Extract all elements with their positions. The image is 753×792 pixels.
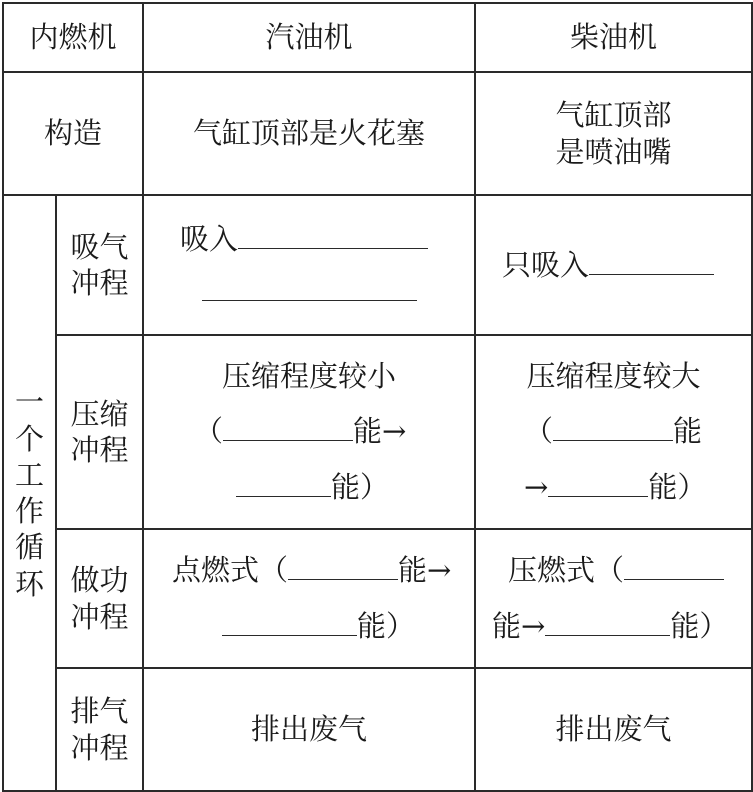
intake-gasoline (143, 195, 475, 335)
compression-gasoline-blank1[interactable] (223, 414, 353, 441)
power-diesel (475, 529, 752, 668)
power-gasoline-energy1: 能→ (398, 553, 452, 588)
compression-diesel-energy1: 能 (673, 414, 703, 449)
power-gasoline-energy2: 能） (357, 608, 416, 643)
compression-diesel-arrow: → (524, 469, 549, 504)
compression-diesel-blank2[interactable] (548, 469, 648, 496)
power-gasoline-prefix: 点燃式（ (172, 553, 289, 588)
header-row (3, 3, 752, 72)
structure-diesel-line2: 是喷油嘴 (555, 134, 672, 169)
cycle-char: 作 (14, 494, 44, 528)
power-label-line2: 冲程 (70, 599, 129, 634)
intake-gasoline-blank1[interactable] (238, 222, 428, 249)
cycle-char: 环 (14, 566, 44, 601)
structure-row (3, 72, 752, 195)
header-diesel: 柴油机 (475, 3, 752, 72)
power-gasoline-blank1[interactable] (288, 553, 398, 580)
power-gasoline-blank2[interactable] (222, 608, 357, 635)
exhaust-gasoline: 排出废气 (143, 668, 475, 791)
power-label (56, 529, 143, 668)
compression-label-line2: 冲程 (70, 433, 129, 467)
intake-diesel-prefix: 只吸入 (502, 247, 590, 282)
intake-diesel-blank[interactable] (589, 248, 714, 275)
power-diesel-prefix: 压燃式（ (508, 553, 625, 588)
cycle-char: 一 (14, 385, 44, 420)
compression-diesel-open: （ (524, 414, 554, 449)
power-label-line1: 做功 (70, 563, 129, 598)
compression-diesel-energy2: 能） (648, 469, 707, 504)
exhaust-label-line1: 排气 (70, 694, 129, 729)
compression-label-line1: 压缩 (70, 396, 129, 431)
power-gasoline (143, 529, 475, 668)
compression-diesel-line1: 压缩程度较大 (526, 359, 701, 394)
header-engine: 内燃机 (3, 3, 143, 72)
cycle-char: 工 (14, 457, 44, 492)
exhaust-diesel: 排出废气 (475, 668, 752, 791)
power-diesel-energy1: 能→ (492, 608, 546, 643)
compression-diesel (475, 335, 752, 529)
exhaust-label-line2: 冲程 (70, 730, 129, 765)
exhaust-label (56, 668, 143, 791)
compression-gasoline-blank2[interactable] (236, 469, 331, 496)
compression-label (56, 335, 143, 529)
intake-diesel (475, 195, 752, 335)
power-diesel-energy2: 能） (670, 608, 729, 643)
intake-label-line2: 冲程 (70, 266, 129, 300)
compression-gasoline (143, 335, 475, 529)
intake-label (56, 195, 143, 335)
intake-label-line1: 吸气 (70, 229, 129, 264)
structure-diesel (475, 72, 752, 195)
compression-row (3, 335, 752, 529)
power-row (3, 529, 752, 668)
intake-gasoline-prefix: 吸入 (180, 221, 239, 256)
power-diesel-blank2[interactable] (545, 608, 670, 635)
structure-label: 构造 (3, 72, 143, 195)
cycle-label (3, 195, 56, 791)
header-gasoline: 汽油机 (143, 3, 475, 72)
power-diesel-blank1[interactable] (624, 553, 724, 580)
exhaust-row (3, 668, 752, 791)
structure-gasoline: 气缸顶部是火花塞 (143, 72, 475, 195)
cycle-char: 循 (14, 530, 44, 565)
cycle-char: 个 (14, 421, 44, 456)
compression-gasoline-energy1: 能→ (353, 414, 407, 449)
compression-gasoline-line1: 压缩程度较小 (222, 359, 397, 394)
intake-row (3, 195, 752, 335)
structure-diesel-line1: 气缸顶部 (555, 98, 672, 133)
compression-gasoline-open: （ (194, 414, 224, 449)
compression-diesel-blank1[interactable] (553, 414, 673, 441)
compression-gasoline-energy2: 能） (331, 469, 390, 504)
engine-comparison-table (2, 2, 753, 792)
intake-gasoline-blank2[interactable] (202, 274, 417, 301)
